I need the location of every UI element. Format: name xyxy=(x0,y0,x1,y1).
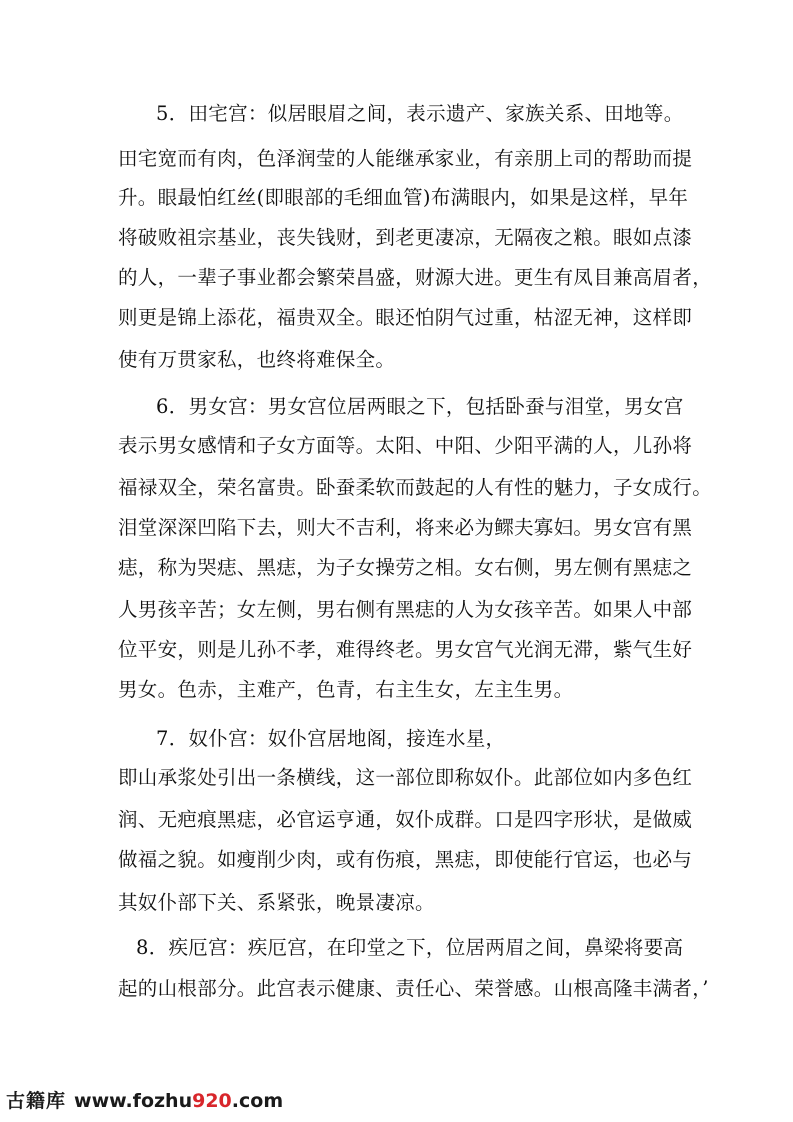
section-8-line-1: 8．疾厄宫：疾厄宫，在印堂之下，位居两眉之间，鼻梁将要高 xyxy=(136,936,684,959)
section-5-line-2: 田宅宽而有肉，色泽润莹的人能继承家业，有亲朋上司的帮助而提 xyxy=(118,147,693,170)
section-6-line-1: 6．男女宫：男女宫位居两眼之下，包括卧蚕与泪堂，男女宫 xyxy=(156,395,684,418)
section-8-line-2: 起的山根部分。此宫表示健康、责任心、荣誉感。山根高隆丰满者，’ xyxy=(118,977,709,1000)
section-6-line-2: 表示男女感情和子女方面等。太阳、中阳、少阳平满的人，儿孙将 xyxy=(118,434,693,457)
section-5-line-4: 将破败祖宗基业，丧失钱财，到老更凄凉，无隔夜之粮。眼如点漆 xyxy=(118,226,693,249)
site-watermark xyxy=(6,1086,283,1116)
section-7-line-4: 做福之貌。如瘦削少肉，或有伤痕，黑痣，即使能行官运，也必与 xyxy=(118,848,693,871)
site-url-suffix: .com xyxy=(231,1090,284,1112)
section-6-line-3: 福禄双全，荣名富贵。卧蚕柔软而鼓起的人有性的魅力，子女成行。 xyxy=(118,476,713,499)
section-5-line-3: 升。眼最怕红丝(即眼部的毛细血管)布满眼内，如果是这样，早年 xyxy=(118,186,689,209)
section-6-line-6: 人男孩辛苦；女左侧，男右侧有黑痣的人为女孩辛苦。如果人中部 xyxy=(118,598,693,621)
section-6-line-5: 痣，称为哭痣、黑痣，为子女操劳之相。女右侧，男左侧有黑痣之 xyxy=(118,556,693,579)
section-5-line-6: 则更是锦上添花，福贵双全。眼还怕阴气过重，枯涩无神，这样即 xyxy=(118,306,693,329)
section-6-line-4: 泪堂深深凹陷下去，则大不吉利，将来必为鳏夫寡妇。男女宫有黑 xyxy=(118,516,693,539)
section-7-line-5: 其奴仆部下关、系紧张，晚景凄凉。 xyxy=(118,891,435,914)
section-5-line-1: 5．田宅宫：似居眼眉之间，表示遗产、家族关系、田地等。 xyxy=(156,102,684,125)
site-url-accent: 920 xyxy=(192,1090,232,1112)
site-name: 古籍库 xyxy=(6,1090,67,1112)
section-7-line-3: 润、无疤痕黑痣，必官运亨通，奴仆成群。口是四字形状，是做威 xyxy=(118,808,693,831)
section-5-line-5: 的人，一辈子事业都会繁荣昌盛，财源大进。更生有凤目兼高眉者， xyxy=(118,266,713,289)
section-7-line-2: 即山承浆处引出一条横线，这一部位即称奴仆。此部位如内多色红 xyxy=(118,766,693,789)
site-url-prefix: www.fozhu xyxy=(74,1090,193,1112)
section-5-line-7: 使有万贯家私，也终将难保全。 xyxy=(118,348,396,371)
section-7-line-1: 7．奴仆宫：奴仆宫居地阁，接连水星， xyxy=(156,727,506,750)
section-6-line-7: 位平安，则是儿孙不孝，难得终老。男女宫气光润无滞，紫气生好 xyxy=(118,638,693,661)
section-6-line-8: 男女。色赤，主难产，色青，右主生女，左主生男。 xyxy=(118,678,574,701)
